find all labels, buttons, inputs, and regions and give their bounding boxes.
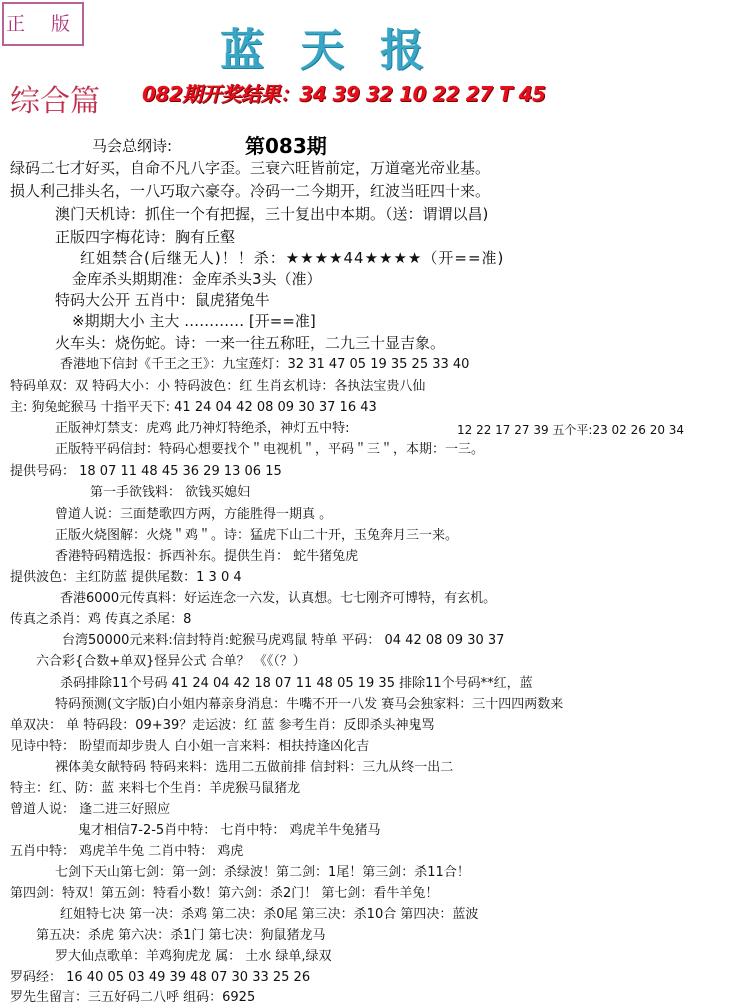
text-line-seven-swords-1: 七剑下天山第七剑：第一剑：杀绿波！第二剑：1尾！第三剑：杀11合！ <box>55 865 470 880</box>
text-line-flat-code-envelope: 正版特平码信封：特码心想要找个＂电视机＂，平码＂三＂，本期：一三。 <box>55 442 485 457</box>
text-line-general-poem-label: 马会总纲诗: <box>92 137 173 155</box>
text-line-zeng-says-1: 曾道人说：三面楚歌四方两，方能胜得一期真 。 <box>55 507 333 522</box>
text-line-seven-decisions-2: 第五决：杀虎 第六决：杀1门 第七决：狗鼠猪龙马 <box>36 928 326 943</box>
text-line-hongjie-kill: 红姐禁合(后继无人)！！杀：★★★★44★★★★（开==准) <box>80 249 505 267</box>
newspaper-title: 蓝天报 <box>220 25 460 76</box>
text-line-ghost-725: 鬼才相信7-2-5肖中特： 七肖中特： 鸡虎羊牛兔猪马 <box>78 823 381 838</box>
text-line-poem-2: 损人利己排头名，一八巧取六豪夺。冷码一二今期开，红波当旺四十来。 <box>10 182 491 200</box>
text-line-hk-envelope: 香港地下信封《千王之王》：九宝莲灯：32 31 47 05 19 35 25 33 40 <box>60 357 470 372</box>
text-line-zeng-says-2: 曾道人说： 逢二进三好照应 <box>10 802 171 817</box>
text-line-lamp-numbers: 12 22 17 27 39 五个平:23 02 26 20 34 <box>457 423 685 437</box>
text-line-main-color: 特主：红、防：蓝 来料七个生肖：羊虎猴马鼠猪龙 <box>10 781 301 796</box>
text-line-poem-special: 见诗中特： 盼望而却步贵人 白小姐一言来料：相扶持逢凶化吉 <box>10 739 370 754</box>
text-line-taiwan-50000: 台湾50000元来料:信封特肖:蛇猴马虎鸡鼠 特单 平码： 04 42 08 09 30 37 <box>62 633 505 648</box>
text-line-seven-decisions-1: 红姐特七决 第一决：杀鸡 第二决：杀0尾 第三决：杀10合 第四决：蓝波 <box>60 907 479 922</box>
text-line-provided-numbers: 提供号码： 18 07 11 48 45 36 29 13 06 15 <box>10 464 282 479</box>
text-line-poem-1: 绿码二七才好买，自命不凡八字歪。三衰六旺皆前定，万道毫光帝业基。 <box>10 159 491 177</box>
text-line-luo-code: 罗码经： 16 40 05 03 49 39 48 07 30 33 25 26 <box>10 970 311 985</box>
text-line-first-hand: 第一手欲钱料： 欲钱买媳妇 <box>90 485 251 500</box>
text-line-size: ※期期大小 主大 ………… [开==准] <box>72 312 316 330</box>
text-line-hk-selection: 香港特码精选报：拆西补东。提供生肖： 蛇牛猪兔虎 <box>55 549 359 564</box>
text-line-train-head: 火车头：烧伤蛇。诗：一来一往五称旺，二九三十显吉象。 <box>55 334 446 352</box>
text-line-prediction: 特码预测(文字版)白小姐内幕亲身消息：牛嘴不开一八发 赛马会独家料：三十四四两数来 <box>55 697 564 712</box>
text-line-luo-message: 罗先生留言：三五好码二八呼 组码：6925 <box>10 990 256 1005</box>
issue-number: 第083期 <box>245 134 327 158</box>
text-line-fire-chart: 正版火烧图解：火烧＂鸡＂。诗：猛虎下山二十开，玉兔奔月三一来。 <box>55 528 459 543</box>
section-label: 综合篇 <box>10 84 100 119</box>
text-line-macau-poem: 澳门天机诗：抓住一个有把握，三十复出中本期。（送：谓谓以昌) <box>55 205 489 223</box>
text-line-formula: 六合彩{合数+单双}怪异公式 合单？ 《《（？） <box>36 654 306 669</box>
text-line-seven-swords-2: 第四剑：特双！第五剑：特看小数！第六剑：杀2门！ 第七剑：看牛羊兔！ <box>10 886 439 901</box>
text-line-special-code: 特码大公开 五肖中：鼠虎猪兔牛 <box>55 291 270 309</box>
text-line-odd-even: 特码单双：双 特码大小：小 特码波色：红 生肖玄机诗：各执法宝贵八仙 <box>10 379 426 394</box>
text-line-vault-kill: 金库杀头期期准：金库杀头3头（准） <box>72 270 322 288</box>
text-line-fax-6000: 香港6000元传真料：好运连念一六发，认真想。七七刚齐可博特，有玄机。 <box>60 591 497 606</box>
authentic-stamp: 正 版 <box>2 2 84 46</box>
text-line-model-code: 裸体美女献特码 特码来料：选用二五做前排 信封料：三九从终一出二 <box>55 760 454 775</box>
text-line-exclude-numbers: 杀码排除11个号码 41 24 04 42 18 07 11 48 05 19 35 排除11个号码**红，蓝 <box>60 676 533 691</box>
text-line-lamp-ban: 正版神灯禁支：虎鸡 此乃神灯特绝杀，神灯五中特: <box>55 421 350 436</box>
text-line-fax-kill: 传真之杀肖：鸡 传真之杀尾：8 <box>10 612 192 627</box>
text-line-plum-poem: 正版四字梅花诗：胸有丘壑 <box>55 228 236 246</box>
text-line-five-zodiac: 五肖中特： 鸡虎羊牛兔 二肖中特： 鸡虎 <box>10 844 244 859</box>
text-line-odd-even-rule: 单双决： 单 特码段：09+39？走运波：红 蓝 参考生肖：反即杀头神鬼骂 <box>10 718 435 733</box>
text-line-main-numbers: 主: 狗兔蛇猴马 十指平天下: 41 24 04 42 08 09 30 37 16 43 <box>10 400 377 415</box>
text-line-song-list: 罗大仙点歌单：羊鸡狗虎龙 属： 土水 绿单,绿双 <box>55 949 332 964</box>
draw-result-banner: 082期开奖结果：34 39 32 10 22 27 T 45 <box>142 82 546 106</box>
text-line-wave-color: 提供波色：主红防蓝 提供尾数：1 3 0 4 <box>10 570 242 585</box>
